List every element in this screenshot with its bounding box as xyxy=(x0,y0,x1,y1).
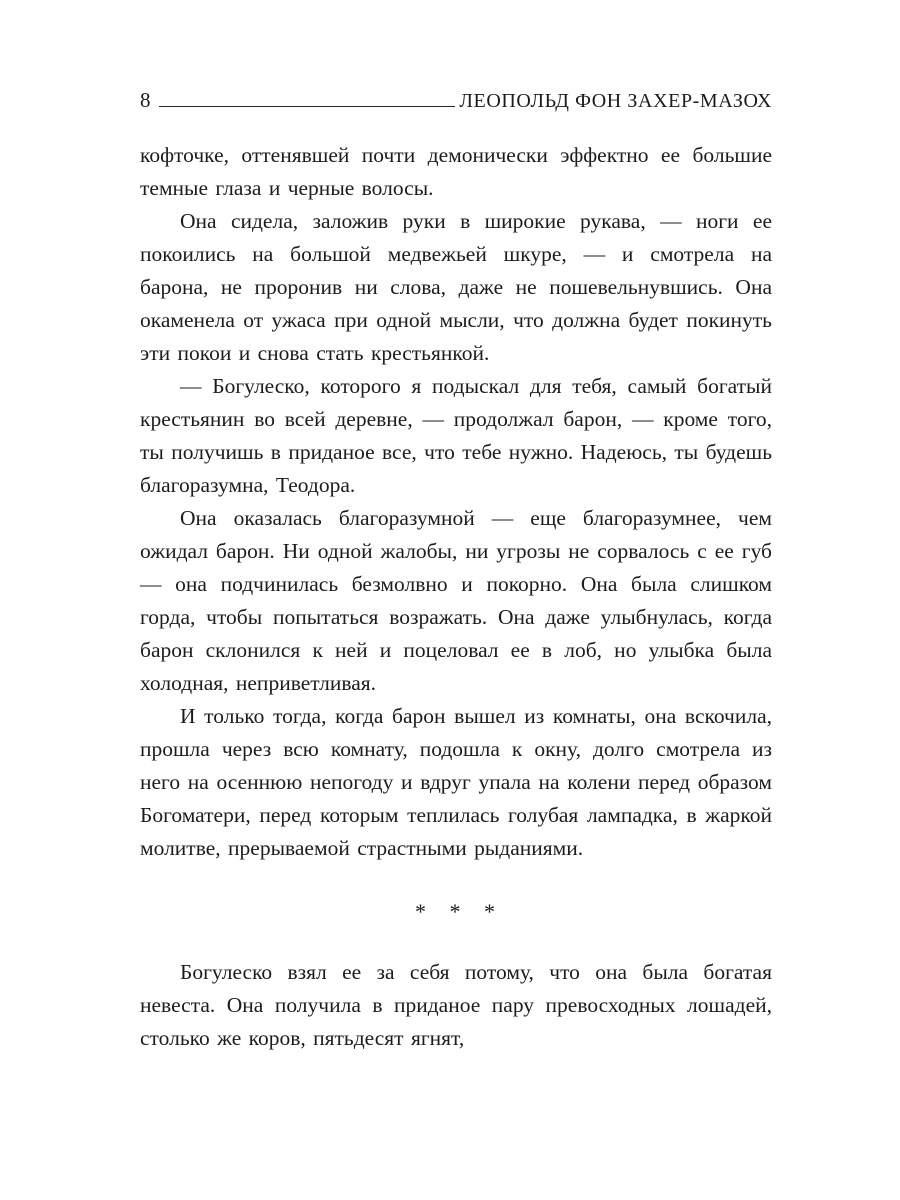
page-number: 8 xyxy=(140,88,151,112)
paragraph: Она оказалась благоразумной — еще благоразумнее, чем ожидал барон. Ни одной жалобы, ни угрозы не сорвалось с ее губ — она подчинилась безмолвно и покорно. Она была слишком горда, чтобы попытаться возражать. Она даже улыбнулась, когда барон склонился к ней и поцеловал ее в лоб, но улыбка была холодная, неприветливая. xyxy=(140,506,772,695)
page-body xyxy=(140,139,772,1055)
paragraph: Она сидела, заложив руки в широкие рукава, — ноги ее покоились на большой медвежьей шкуре, — и смотрела на барона, не проронив ни слова, даже не пошевельнувшись. Она окаменела от ужаса при одной мысли, что должна будет покинуть эти покои и снова стать крестьянкой. xyxy=(140,209,772,365)
page-header xyxy=(140,88,772,113)
paragraph: — Богулеско, которого я подыскал для тебя, самый богатый крестьянин во всей деревне, — продолжал барон, — кроме того, ты получишь в приданое все, что тебе нужно. Надеюсь, ты будешь благоразумна, Теодора. xyxy=(140,374,772,497)
paragraph: Богулеско взял ее за себя потому, что она была богатая невеста. Она получила в приданое пару превосходных лошадей, столько же коров, пятьдесят ягнят, xyxy=(140,960,772,1050)
running-title: ЛЕОПОЛЬД ФОН ЗАХЕР-МАЗОХ xyxy=(459,90,772,112)
header-rule xyxy=(159,105,455,107)
section-separator: * * * xyxy=(415,899,497,924)
paragraph: кофточке, оттенявшей почти демонически эффектно ее большие темные глаза и черные волосы. xyxy=(140,143,772,200)
paragraph: И только тогда, когда барон вышел из комнаты, она вскочила, прошла через всю комнату, подошла к окну, долго смотрела из него на осеннюю непогоду и вдруг упала на колени перед образом Богоматери, перед которым теплилась голубая лампадка, в жаркой молитве, прерываемой страстными рыданиями. xyxy=(140,704,772,860)
